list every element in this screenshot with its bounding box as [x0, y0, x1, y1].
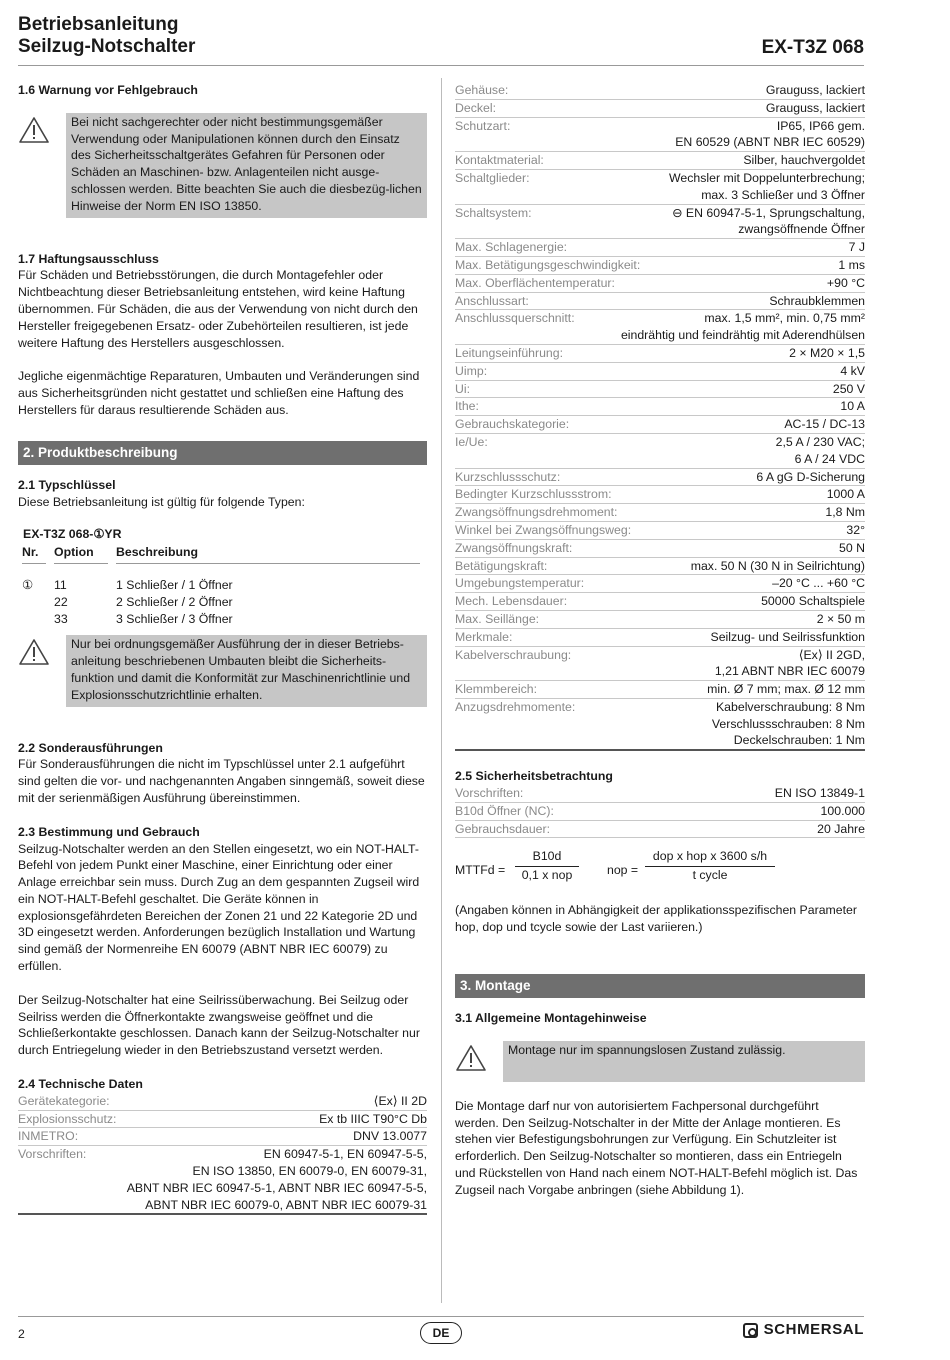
section-2-bar: 2. Produktbeschreibung: [18, 441, 427, 465]
row-label: Kabelverschraubung:: [455, 647, 572, 662]
row-value: Grauguss, lackiert: [765, 100, 865, 115]
nop-label: nop =: [607, 863, 639, 878]
row-value: Grauguss, lackiert: [765, 83, 865, 97]
mttf-numerator: B10d: [532, 849, 562, 864]
row-label: Schaltglieder:: [455, 170, 530, 185]
section-1-7-heading: 1.7 Haftungsausschluss: [18, 251, 159, 266]
type-table-header: [18, 544, 427, 561]
row-value: EN 60947-5-1, EN 60947-5-5, EN ISO 13850, EN 60079-0, EN 60079-31, ABNT NBR IEC 60947-5-1, ABNT NBR IEC 60947-5-5, ABNT NBR IEC 60079-0, ABNT NBR IEC 60079-31: [126, 1147, 427, 1212]
table-row: [455, 434, 865, 469]
table-row: [455, 469, 865, 487]
safety-data-table: [455, 785, 865, 838]
row-label: Leitungseinführung:: [455, 345, 564, 360]
row-label: Anzugsdrehmomente:: [455, 699, 576, 714]
table-row: [455, 345, 865, 363]
section-3-1-heading: 3.1 Allgemeine Montagehinweise: [455, 1011, 647, 1026]
row-value: 2 × 50 m: [816, 611, 865, 626]
row-label: Max. Schlagenergie:: [455, 240, 568, 255]
row-label: Ui:: [455, 381, 471, 396]
warning-conformity: [18, 635, 427, 706]
warning-text: Montage nur im spannungslosen Zustand zulässig.: [503, 1041, 865, 1082]
table-row: [455, 681, 865, 699]
technical-data-table-right: [455, 82, 865, 751]
table-row: [455, 275, 865, 293]
table-row: [455, 558, 865, 576]
section-3-bar: 3. Montage: [455, 974, 865, 998]
row-value: Wechsler mit Doppelunterbrechung; max. 3 Schließer und 3 Öffner: [669, 170, 865, 202]
nop-fraction: [645, 848, 775, 884]
row-label: Ithe:: [455, 399, 479, 414]
safety-note: (Angaben können in Abhängigkeit der applikationsspezifischen Parameter hop, dop und tcycle sowie der Last variieren.): [455, 903, 857, 935]
section-2-2-heading: 2.2 Sonderausführungen: [18, 740, 163, 755]
row-value: Seilzug- und Seilrissfunktion: [710, 629, 865, 644]
row-value: 10 A: [840, 399, 865, 414]
row-value: 2,5 A / 230 VAC; 6 A / 24 VDC: [775, 434, 865, 466]
row-label: Schaltsystem:: [455, 205, 532, 220]
nop-numerator: dop x hop x 3600 s/h: [652, 849, 768, 864]
row-label: Explosionsschutz:: [18, 1111, 117, 1126]
title-line-2: Seilzug-Notschalter: [18, 36, 196, 57]
table-row: ① 11 1 Schließer / 1 Öffner: [22, 577, 233, 592]
technical-data-table-left: [18, 1093, 427, 1216]
table-row: [455, 239, 865, 257]
warning-triangle-icon: [455, 1041, 503, 1082]
row-value: 100.000: [820, 803, 865, 818]
row-label: Gehäuse:: [455, 83, 509, 97]
type-key-intro: Diese Betriebsanleitung ist gültig für folgende Typen:: [18, 494, 305, 509]
row-label: Deckel:: [455, 100, 497, 115]
table-row: [455, 611, 865, 629]
table-row: [455, 629, 865, 647]
table-row: [455, 785, 865, 803]
liability-paragraph-1: Für Schäden und Betriebsstörungen, die durch Montagefehler oder Nichtbeachtung dieser Betriebsanleitung entstehen, wird keine Haftung übernommen. Für Schäden, die aus der Verwendung von nicht durch den Hersteller freigegebenen Ersatz- oder Zubehörteilen resultieren, ist jede weitere Haftung des Herstellers ausgeschlossen.: [18, 268, 418, 350]
section-1-6-heading: 1.6 Warnung vor Fehlgebrauch: [18, 83, 198, 97]
right-column: [455, 82, 865, 1199]
row-label: Merkmale:: [455, 629, 513, 644]
row-value: ⟨Ex⟩ II 2GD, 1,21 ABNT NBR IEC 60079: [714, 647, 865, 679]
row-label: Schutzart:: [455, 118, 511, 133]
table-row: [455, 363, 865, 381]
row-value: 4 kV: [840, 363, 865, 378]
row-label: B10d Öffner (NC):: [455, 803, 554, 818]
section-2-1-heading: 2.1 Typschlüssel: [18, 477, 116, 492]
row-value: 1,8 Nm: [825, 505, 865, 520]
table-row: [455, 486, 865, 504]
table-row: [455, 118, 865, 153]
row-value: 50000 Schaltspiele: [761, 594, 865, 609]
row-label: Gerätekategorie:: [18, 1093, 110, 1108]
type-table-col-description: Beschreibung: [116, 545, 198, 560]
row-label: Klemmbereich:: [455, 682, 538, 697]
warning-triangle-icon: [18, 113, 66, 218]
row-value: Silber, hauchvergoldet: [743, 153, 865, 168]
row-label: Kontaktmaterial:: [455, 153, 544, 168]
table-row: [455, 522, 865, 540]
warning-text: Nur bei ordnungsgemäßer Ausführung der in dieser Betriebs-anleitung beschriebenen Umbauten bleibt die Sicherheits-funktion und damit die Konformität zur Maschinenrichtlinie und Explosionsschutzrichtlinie erhalten.: [66, 635, 427, 706]
row-value: 250 V: [832, 381, 865, 396]
row-label: INMETRO:: [18, 1129, 79, 1144]
table-row: [455, 647, 865, 682]
table-row: [455, 821, 865, 839]
row-value: 7 J: [848, 240, 865, 255]
page-number: 2: [18, 1327, 25, 1341]
row-value: max. 50 N (30 N in Seilrichtung): [690, 558, 865, 573]
table-row: [455, 398, 865, 416]
product-code: EX-T3Z 068: [761, 37, 864, 58]
row-value: 1000 A: [826, 487, 865, 502]
row-value: min. Ø 7 mm; max. Ø 12 mm: [707, 682, 865, 697]
table-row: [455, 205, 865, 240]
mttf-fraction: [515, 848, 579, 884]
header-divider: [18, 65, 864, 66]
table-row: [455, 593, 865, 611]
warning-triangle-icon: [18, 635, 66, 706]
mttf-formula: [455, 850, 865, 890]
table-row: [18, 1128, 427, 1146]
warning-misuse: [18, 113, 427, 218]
row-label: Vorschriften:: [455, 786, 524, 801]
schmersal-logo-icon: [743, 1323, 758, 1338]
section-2-4-heading: 2.4 Technische Daten: [18, 1077, 143, 1092]
language-badge: DE: [420, 1322, 462, 1344]
row-label: Bedingter Kurzschlussstrom:: [455, 487, 612, 502]
row-value: 32°: [846, 522, 865, 537]
row-value: –20 °C ... +60 °C: [772, 576, 865, 591]
row-value: 6 A gG D-Sicherung: [756, 469, 865, 484]
row-label: Zwangsöffnungsdrehmoment:: [455, 505, 618, 520]
mttf-label: MTTFd =: [455, 863, 506, 878]
section-2-3-heading: 2.3 Bestimmung und Gebrauch: [18, 824, 200, 839]
nop-denominator: t cycle: [692, 868, 728, 883]
table-row: [18, 1093, 427, 1111]
table-row: 22 2 Schließer / 2 Öffner: [54, 594, 233, 609]
row-value: ⟨Ex⟩ II 2D: [373, 1093, 427, 1108]
intended-use-paragraph-2: Der Seilzug-Notschalter hat eine Seilrissüberwachung. Bei Seilzug oder Seilriss werden die Öffnerkontakte zwangsweise geöffnet und die Schließerkontakte geschlossen. Danach kann der Seilzug-Notschalter nur durch Entriegelung wieder in den Betriebszustand versetzt werden.: [18, 992, 420, 1058]
table-row: [455, 170, 865, 205]
table-row: [455, 504, 865, 522]
type-table-rule: [18, 561, 427, 567]
footer-divider: [18, 1316, 864, 1317]
row-label: Betätigungskraft:: [455, 558, 548, 573]
row-value: DNV 13.0077: [353, 1129, 427, 1144]
row-label: Anschlussquerschnitt:: [455, 311, 575, 326]
row-label: Anschlussart:: [455, 293, 529, 308]
row-value: max. 1,5 mm², min. 0,75 mm² eindrähtig und feindrähtig mit Aderendhülsen: [620, 311, 865, 343]
row-label: Gebrauchsdauer:: [455, 821, 551, 836]
row-value: Schraubklemmen: [769, 293, 865, 308]
left-column: [18, 82, 427, 1215]
brand-logo: [743, 1322, 864, 1339]
warning-text: Bei nicht sachgerechter oder nicht bestimmungsgemäßer Verwendung oder Manipulationen können durch den Einsatz des Sicherheitsschaltgerätes Gefahren für Personen oder Schäden an Maschinen- bzw. Anlagenteilen nicht ausge-schlossen werden. Bitte beachten Sie auch die diesbezüg-lichen Hinweise der Norm EN ISO 13850.: [66, 113, 427, 218]
row-value: Kabelverschraubung: 8 Nm Verschlussschrauben: 8 Nm Deckelschrauben: 1 Nm: [711, 699, 865, 748]
table-row: [18, 1111, 427, 1129]
column-divider: [441, 78, 442, 1303]
type-code: EX-T3Z 068-①YR: [23, 527, 122, 542]
table-row: [455, 293, 865, 311]
row-value: +90 °C: [826, 275, 865, 290]
row-label: Vorschriften:: [18, 1147, 87, 1162]
table-row: [455, 803, 865, 821]
document-title: [18, 14, 195, 58]
table-row: [455, 540, 865, 558]
row-label: Max. Oberflächentemperatur:: [455, 275, 615, 290]
row-value: ⊖ EN 60947-5-1, Sprungschaltung, zwangsöffnende Öffner: [672, 205, 865, 237]
table-row: [455, 575, 865, 593]
row-value: 50 N: [839, 540, 865, 555]
row-label: Mech. Lebensdauer:: [455, 594, 568, 609]
row-value: 1 ms: [838, 257, 865, 272]
type-table-col-option: Option: [54, 545, 94, 560]
row-value: IP65, IP66 gem. EN 60529 (ABNT NBR IEC 60529): [675, 118, 865, 150]
table-row: [455, 699, 865, 751]
row-label: Uimp:: [455, 363, 488, 378]
table-row: [455, 152, 865, 170]
table-row: 33 3 Schließer / 3 Öffner: [54, 611, 233, 626]
row-label: Gebrauchskategorie:: [455, 417, 570, 432]
table-row: [455, 381, 865, 399]
section-2-5-heading: 2.5 Sicherheitsbetrachtung: [455, 769, 613, 784]
row-label: Umgebungstemperatur:: [455, 576, 585, 591]
row-label: Ie/Ue:: [455, 434, 488, 449]
row-label: Winkel bei Zwangsöffnungsweg:: [455, 522, 632, 537]
title-line-1: Betriebsanleitung: [18, 14, 179, 35]
row-label: Max. Betätigungsgeschwindigkeit:: [455, 257, 641, 272]
table-row: [455, 310, 865, 345]
table-row: [18, 1146, 427, 1215]
table-row: [455, 82, 865, 100]
table-row: [455, 416, 865, 434]
liability-paragraph-2: Jegliche eigenmächtige Reparaturen, Umbauten und Veränderungen sind aus Sicherheitsgründen nicht gestattet und schließen eine Haftung des Herstellers für daraus resultierende Schäden aus.: [18, 369, 420, 417]
row-value: 20 Jahre: [817, 821, 865, 836]
table-row: [455, 257, 865, 275]
row-value: EN ISO 13849-1: [774, 786, 865, 801]
mounting-text: Die Montage darf nur von autorisiertem Fachpersonal durchgeführt werden. Den Seilzug-Notschalter in der Mitte der Anlage montieren. Es stehen vier Befestigungsbohrungen zur Verfügung. Ein Schutzleiter ist erforderlich. Den Seilzug-Notschalter so montieren, dass ein Entriegeln und Rückstellen von Hand nach einem NOT-HALT-Befehl möglich ist. Das Zugseil nach Vorgabe anbringen (siehe Abbildung 1).: [455, 1098, 858, 1197]
row-label: Zwangsöffnungskraft:: [455, 540, 573, 555]
special-versions-text: Für Sonderausführungen die nicht im Typschlüssel unter 2.1 aufgeführt sind gelten die vor- und nachgenannten Angaben sinngemäß, soweit diese mit der serienmäßigen Ausführung übereinstimmen.: [18, 757, 425, 805]
row-label: Max. Seillänge:: [455, 611, 540, 626]
brand-name: SCHMERSAL: [763, 1321, 864, 1338]
row-label: Kurzschlussschutz:: [455, 469, 561, 484]
type-table-col-nr: Nr.: [22, 545, 39, 560]
row-value: 2 × M20 × 1,5: [789, 345, 865, 360]
warning-mounting: [455, 1041, 865, 1082]
table-row: [455, 100, 865, 118]
row-value: AC-15 / DC-13: [784, 417, 865, 432]
row-value: Ex tb IIIC T90°C Db: [319, 1111, 427, 1126]
mttf-denominator: 0,1 x nop: [521, 868, 573, 883]
intended-use-paragraph-1: Seilzug-Notschalter werden an den Stellen eingesetzt, wo ein NOT-HALT-Befehl von jedem Punkt einer Maschine, einer Einrichtung oder einer Anlage erreichbar sein muss. Durch Zug an dem gespannten Zugseil wird ein NOT-HALT-Befehl geschaltet. Die Geräte können in explosionsgefährdeten Bereichen der Zonen 21 und 22 Kategorie 2D und 3D eingesetzt werden. Anforderungen bezüglich Installation und Wartung sind gemäß der Normenreihe EN 60079 (ABNT NBR IEC 60079) zu erfüllen.: [18, 841, 420, 974]
